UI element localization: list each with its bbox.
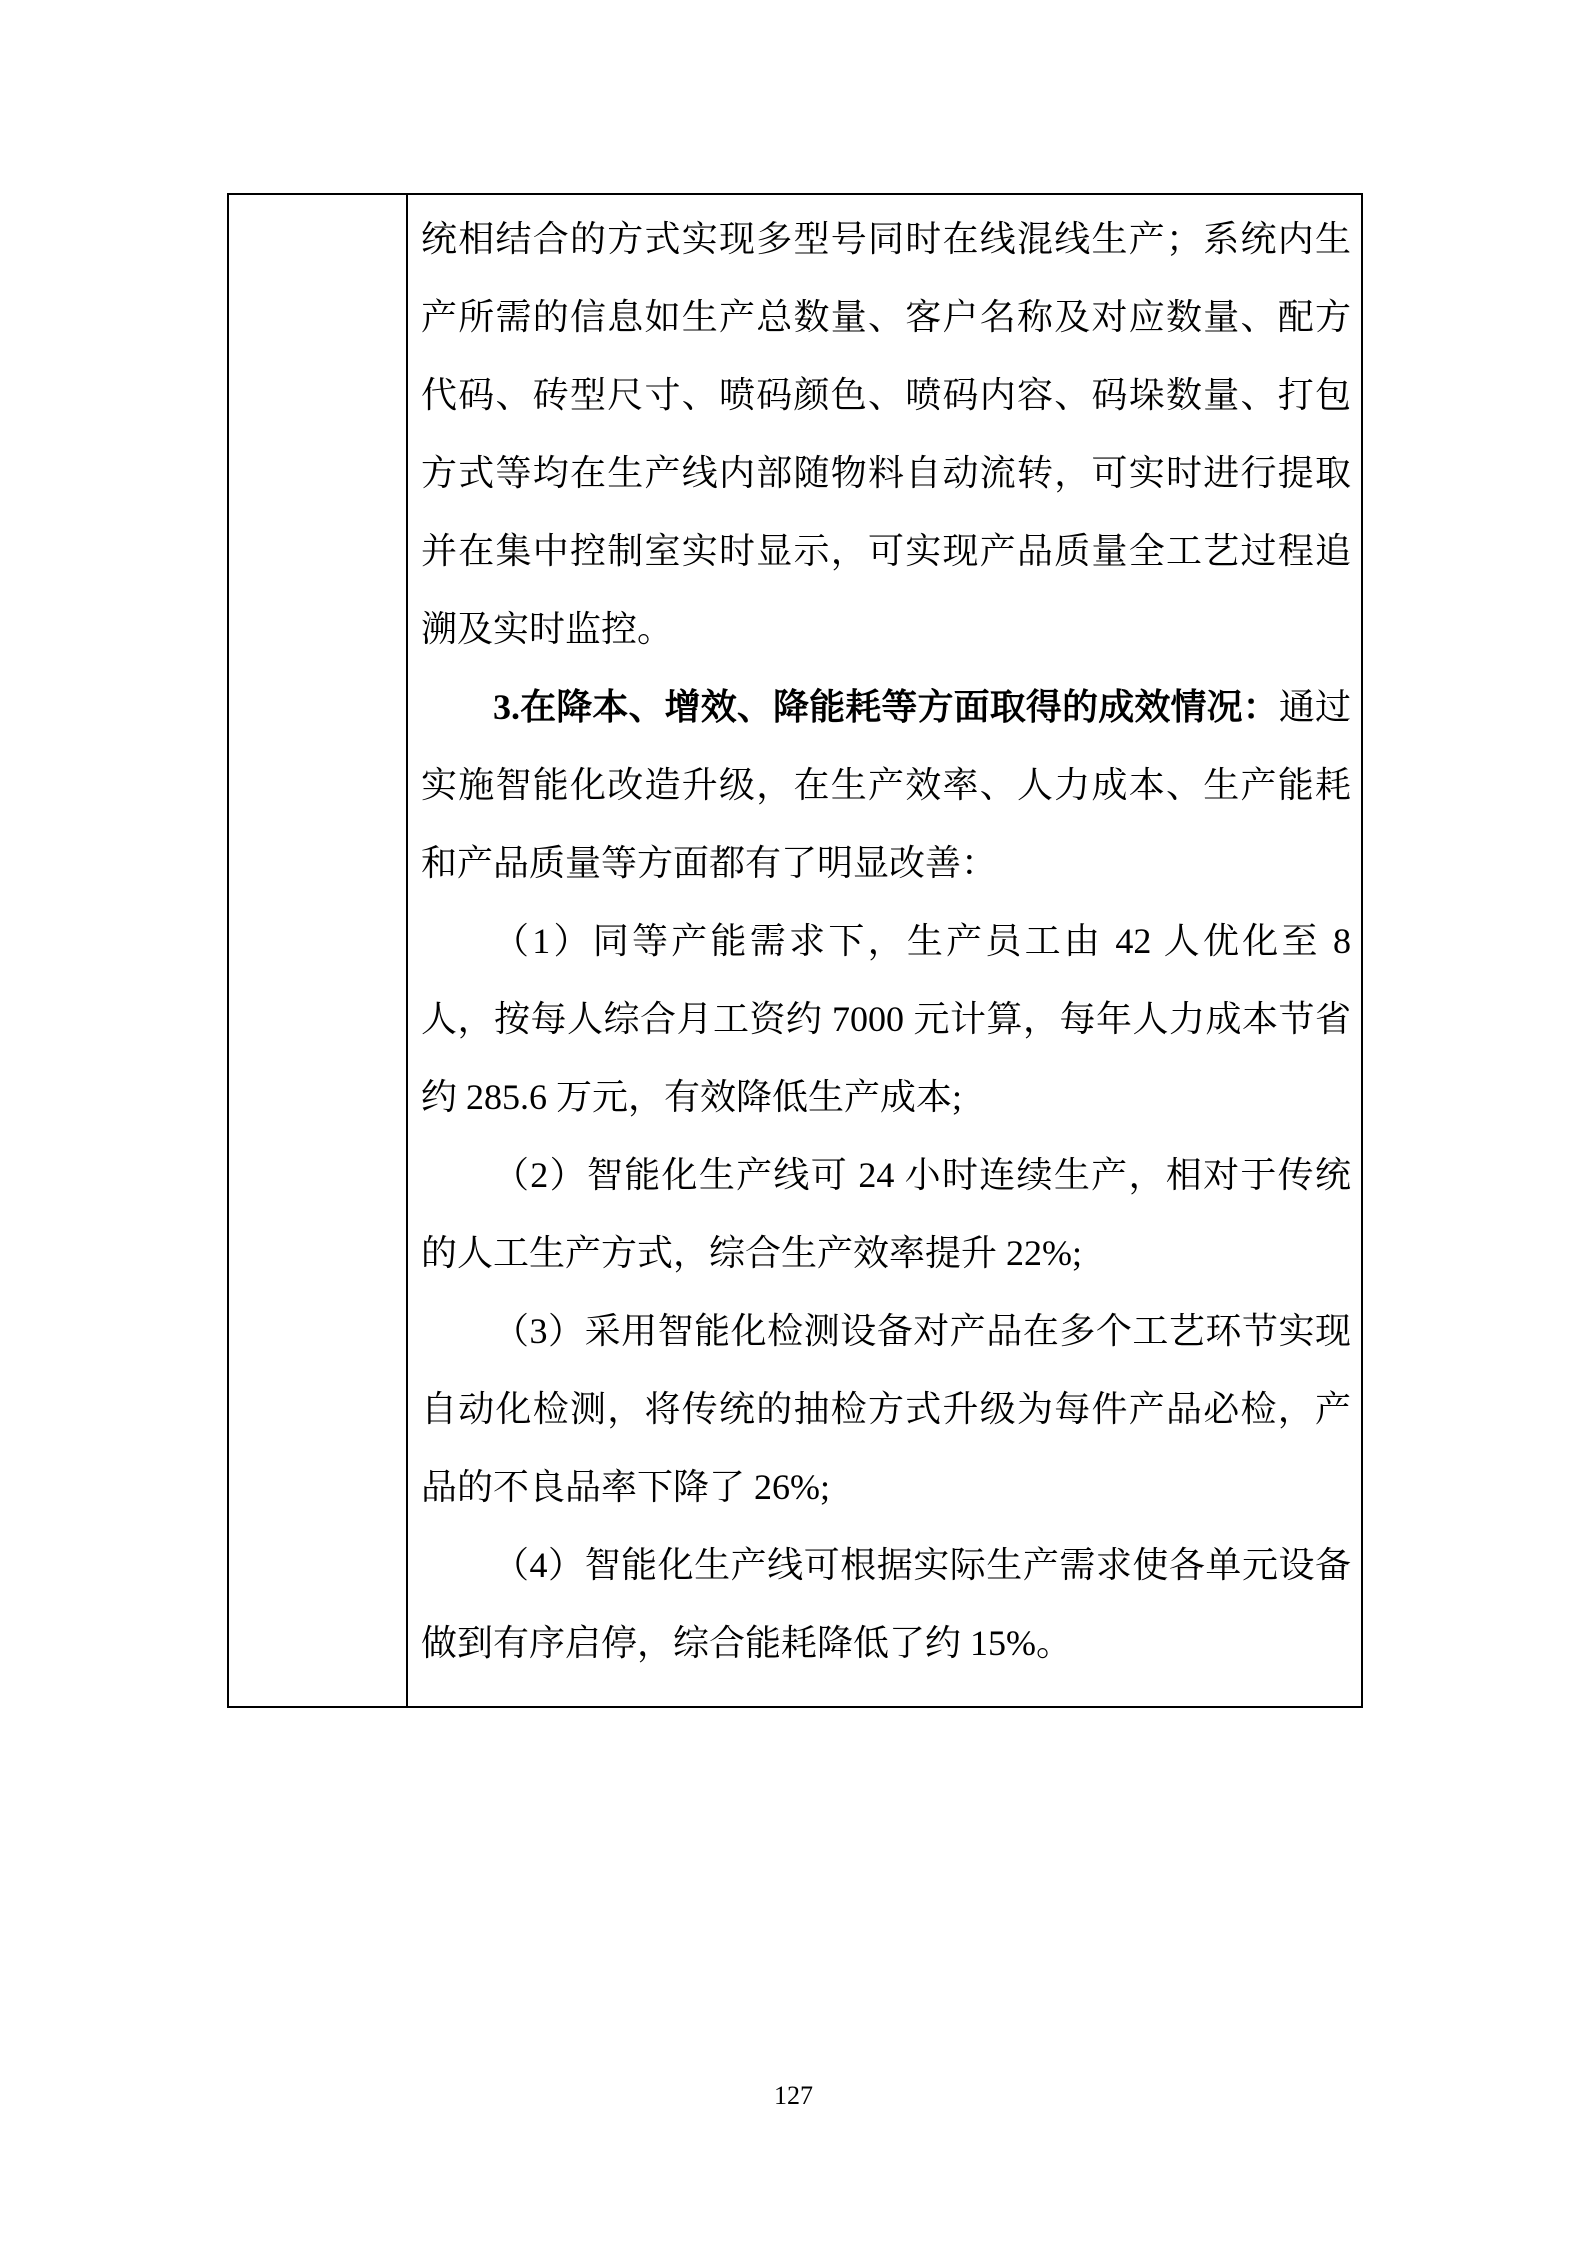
text-run: （2）智能化生产线可 24 小时连续生产，相对于传统的人工生产方式，综合生产效率提升 22%;	[421, 1155, 1351, 1273]
text-run: （4）智能化生产线可根据实际生产需求使各单元设备做到有序启停，综合能耗降低了约 15%。	[421, 1545, 1351, 1663]
paragraph	[421, 1526, 1351, 1682]
paragraph	[421, 1292, 1351, 1526]
text-run: （3）采用智能化检测设备对产品在多个工艺环节实现自动化检测，将传统的抽检方式升级为每件产品必检，产品的不良品率下降了 26%;	[421, 1311, 1351, 1507]
cell-paragraph-container	[421, 200, 1351, 1682]
text-run: （1）同等产能需求下，生产员工由 42 人优化至 8 人，按每人综合月工资约 7000 元计算，每年人力成本节省约 285.6 万元，有效降低生产成本;	[421, 921, 1351, 1117]
paragraph	[421, 668, 1351, 902]
page-number: 127	[774, 2081, 813, 2110]
bold-text-run: 3.在降本、增效、降能耗等方面取得的成效情况：	[493, 687, 1279, 727]
paragraph	[421, 200, 1351, 668]
table-cell-left	[229, 195, 408, 1706]
text-run: 通过实施智能化改造升级，在生产效率、人力成本、生产能耗和产品质量等方面都有了明显改善：	[421, 687, 1351, 883]
table-cell-right	[408, 195, 1361, 1706]
text-run: 统相结合的方式实现多型号同时在线混线生产；系统内生产所需的信息如生产总数量、客户名称及对应数量、配方代码、砖型尺寸、喷码颜色、喷码内容、码垛数量、打包方式等均在生产线内部随物料自动流转，可实时进行提取并在集中控制室实时显示，可实现产品质量全工艺过程追溯及实时监控。	[421, 219, 1351, 649]
paragraph	[421, 1136, 1351, 1292]
paragraph	[421, 902, 1351, 1136]
document-table	[227, 193, 1363, 1708]
